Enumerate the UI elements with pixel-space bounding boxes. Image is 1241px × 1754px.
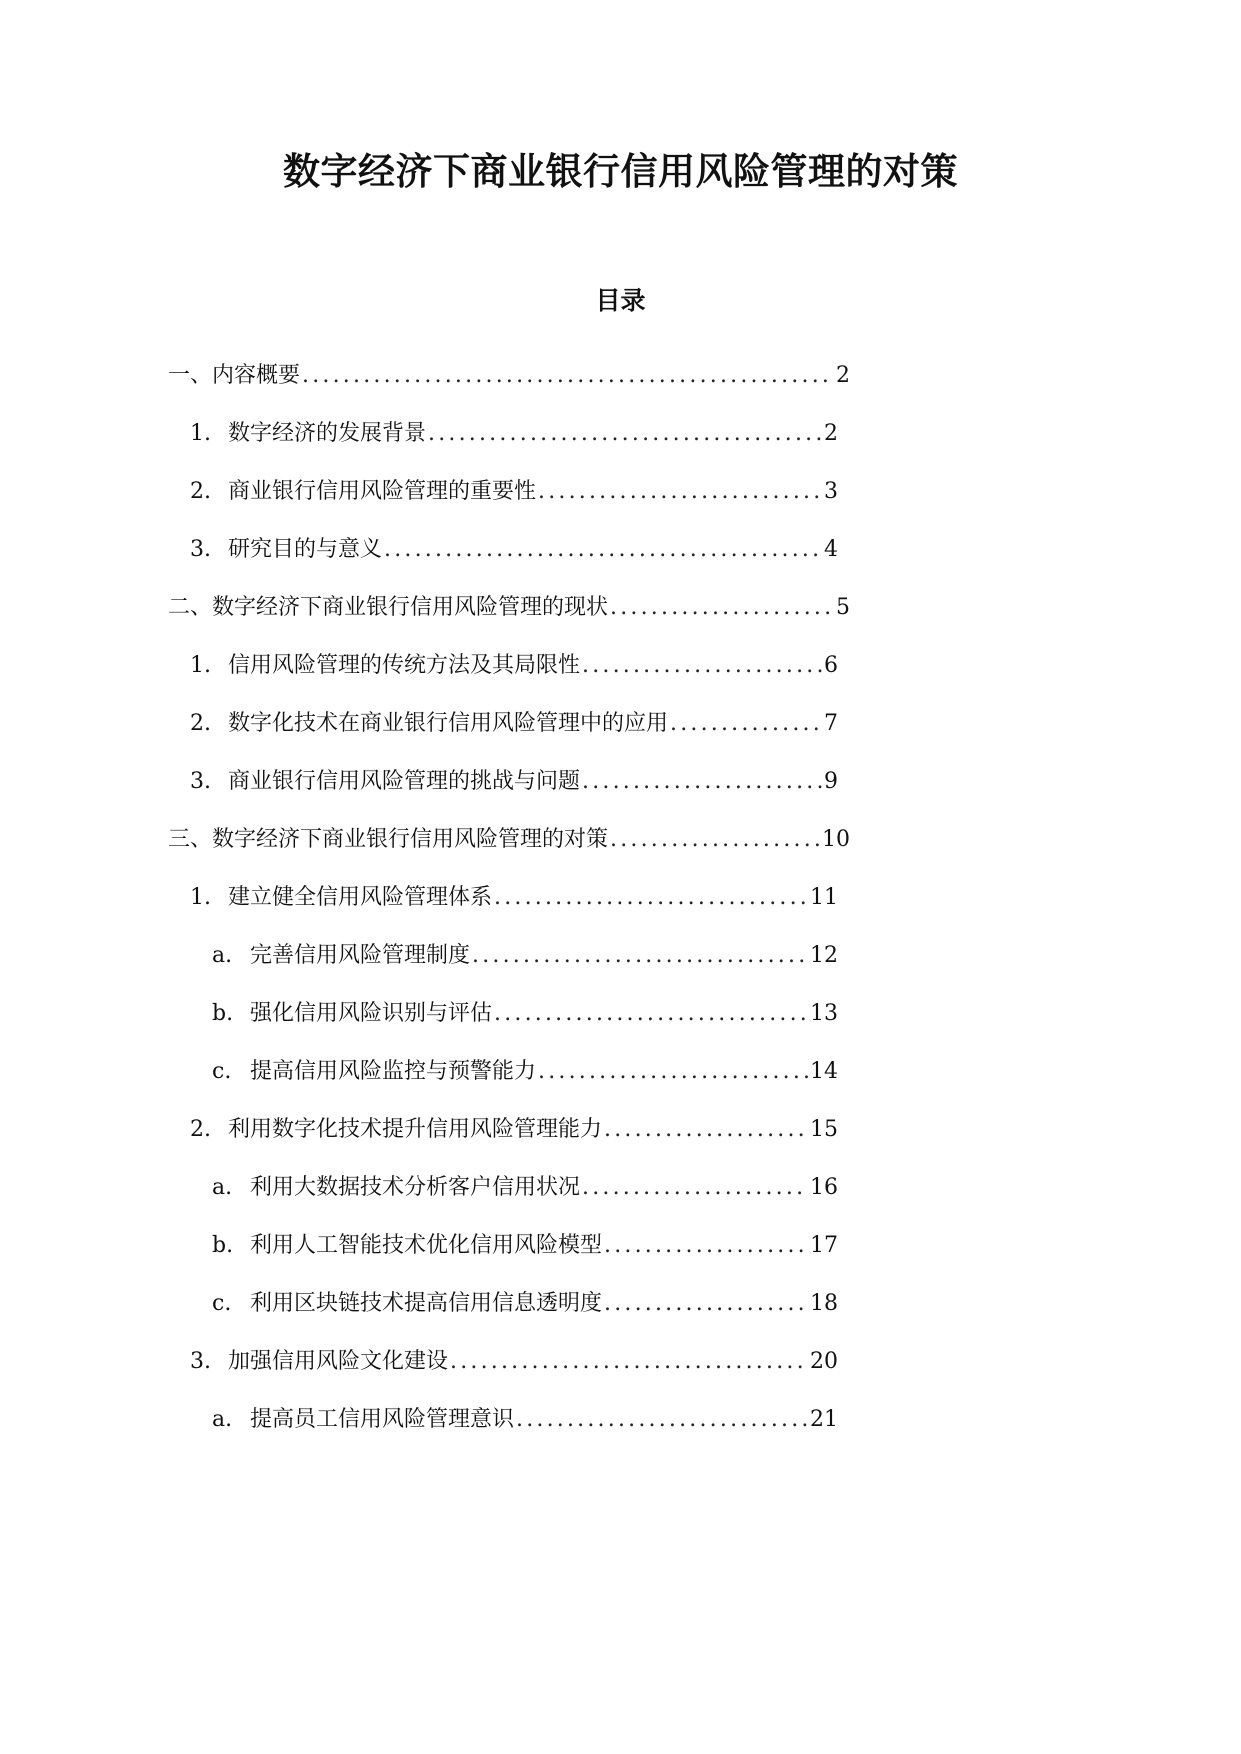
toc-entry-title: 利用人工智能技术优化信用风险模型: [250, 1233, 603, 1258]
toc-entry-title: 提高员工信用风险管理意识: [250, 1407, 515, 1432]
toc-entry[interactable]: [212, 1170, 838, 1206]
toc-dot-leader: [604, 1112, 808, 1148]
toc-entry-title: 建立健全信用风险管理体系: [228, 885, 493, 910]
toc-entry-title: 强化信用风险识别与评估: [250, 1001, 493, 1026]
toc-dot-leader: [302, 358, 834, 394]
toc-entry-page-number: 3: [824, 479, 838, 504]
toc-entry[interactable]: [212, 996, 838, 1032]
toc-dot-leader: [670, 706, 822, 742]
toc-dot-leader: [538, 1054, 808, 1090]
toc-dot-leader: [582, 764, 822, 800]
toc-dot-leader: [472, 938, 808, 974]
toc-entry-number: c.: [212, 1059, 232, 1084]
toc-entry[interactable]: [190, 648, 838, 684]
toc-entry-title: 数字经济下商业银行信用风险管理的对策: [212, 827, 609, 852]
toc-entry[interactable]: [190, 416, 838, 452]
toc-entry-number: a.: [212, 1407, 233, 1432]
toc-entry-title: 利用大数据技术分析客户信用状况: [250, 1175, 581, 1200]
toc-entry-page-number: 2: [824, 421, 838, 446]
toc-dot-leader: [582, 1170, 808, 1206]
toc-entry[interactable]: [168, 822, 850, 858]
toc-entry[interactable]: [212, 1402, 838, 1438]
toc-entry[interactable]: [190, 764, 838, 800]
toc-entry[interactable]: [190, 706, 838, 742]
document-title: 数字经济下商业银行信用风险管理的对策: [283, 150, 958, 193]
toc-entry-number: b.: [212, 1001, 234, 1026]
toc-dot-leader: [610, 822, 820, 858]
toc-entry-number: 3.: [190, 537, 211, 562]
toc-entry-number: 三、: [168, 827, 213, 852]
toc-entry-title: 数字化技术在商业银行信用风险管理中的应用: [228, 711, 669, 736]
toc-entry-page-number: 7: [824, 711, 838, 736]
toc-entry-number: 1.: [190, 653, 211, 678]
toc-entry-page-number: 14: [810, 1059, 838, 1084]
toc-dot-leader: [494, 880, 808, 916]
toc-entry-number: c.: [212, 1291, 232, 1316]
toc-entry-number: 一、: [168, 363, 213, 388]
toc-entry-title: 内容概要: [212, 363, 301, 388]
toc-entry-title: 完善信用风险管理制度: [250, 943, 471, 968]
toc-entry-number: 1.: [190, 421, 211, 446]
toc-entry[interactable]: [190, 880, 838, 916]
toc-entry[interactable]: [190, 532, 838, 568]
toc-entry-title: 加强信用风险文化建设: [228, 1349, 449, 1374]
toc-entry[interactable]: [190, 1344, 838, 1380]
toc-entry-number: 二、: [168, 595, 213, 620]
toc-entry-title: 商业银行信用风险管理的重要性: [228, 479, 537, 504]
toc-entry-page-number: 17: [810, 1233, 838, 1258]
toc-entry-title: 数字经济的发展背景: [228, 421, 427, 446]
toc-entry-number: 2.: [190, 711, 211, 736]
toc-entry-page-number: 20: [810, 1349, 838, 1374]
toc-dot-leader: [384, 532, 822, 568]
toc-dot-leader: [538, 474, 822, 510]
toc-dot-leader: [494, 996, 808, 1032]
toc-entry[interactable]: [212, 1054, 838, 1090]
toc-entry-page-number: 10: [822, 827, 850, 852]
toc-entry[interactable]: [212, 1228, 838, 1264]
toc-entry-number: 3.: [190, 769, 211, 794]
toc-dot-leader: [604, 1228, 808, 1264]
toc-dot-leader: [610, 590, 834, 626]
toc-entry-page-number: 11: [810, 885, 838, 910]
toc-dot-leader: [450, 1344, 808, 1380]
toc-entry-page-number: 12: [810, 943, 838, 968]
toc-dot-leader: [428, 416, 822, 452]
toc-entry-number: 2.: [190, 1117, 211, 1142]
toc-entry-title: 商业银行信用风险管理的挑战与问题: [228, 769, 581, 794]
toc-entry[interactable]: [212, 1286, 838, 1322]
toc-dot-leader: [604, 1286, 808, 1322]
toc-entry-page-number: 6: [824, 653, 838, 678]
toc-entry[interactable]: [190, 474, 838, 510]
toc-entry-page-number: 16: [810, 1175, 838, 1200]
toc-dot-leader: [582, 648, 822, 684]
toc-entry-page-number: 15: [810, 1117, 838, 1142]
toc-entry-page-number: 21: [810, 1407, 838, 1432]
toc-entry-number: b.: [212, 1233, 234, 1258]
toc-entry-number: 1.: [190, 885, 211, 910]
toc-entry-title: 研究目的与意义: [228, 537, 383, 562]
toc-entry[interactable]: [190, 1112, 838, 1148]
toc-entry-page-number: 9: [824, 769, 838, 794]
toc-entry-page-number: 18: [810, 1291, 838, 1316]
toc-entry-page-number: 2: [836, 363, 850, 388]
toc-entry-page-number: 13: [810, 1001, 838, 1026]
toc-entry-page-number: 5: [836, 595, 850, 620]
toc-entry-title: 利用数字化技术提升信用风险管理能力: [228, 1117, 603, 1142]
toc-entry-title: 利用区块链技术提高信用信息透明度: [250, 1291, 603, 1316]
toc-entry-title: 数字经济下商业银行信用风险管理的现状: [212, 595, 609, 620]
toc-entry[interactable]: [212, 938, 838, 974]
toc-entry[interactable]: [168, 358, 850, 394]
toc-entry-title: 信用风险管理的传统方法及其局限性: [228, 653, 581, 678]
toc-entry-number: 3.: [190, 1349, 211, 1374]
toc-heading: 目录: [595, 286, 646, 315]
toc-dot-leader: [516, 1402, 808, 1438]
toc-entry-page-number: 4: [824, 537, 838, 562]
toc-entry-title: 提高信用风险监控与预警能力: [250, 1059, 537, 1084]
toc-entry-number: a.: [212, 1175, 233, 1200]
toc-entry-number: 2.: [190, 479, 211, 504]
toc-entry[interactable]: [168, 590, 850, 626]
toc-entry-number: a.: [212, 943, 233, 968]
